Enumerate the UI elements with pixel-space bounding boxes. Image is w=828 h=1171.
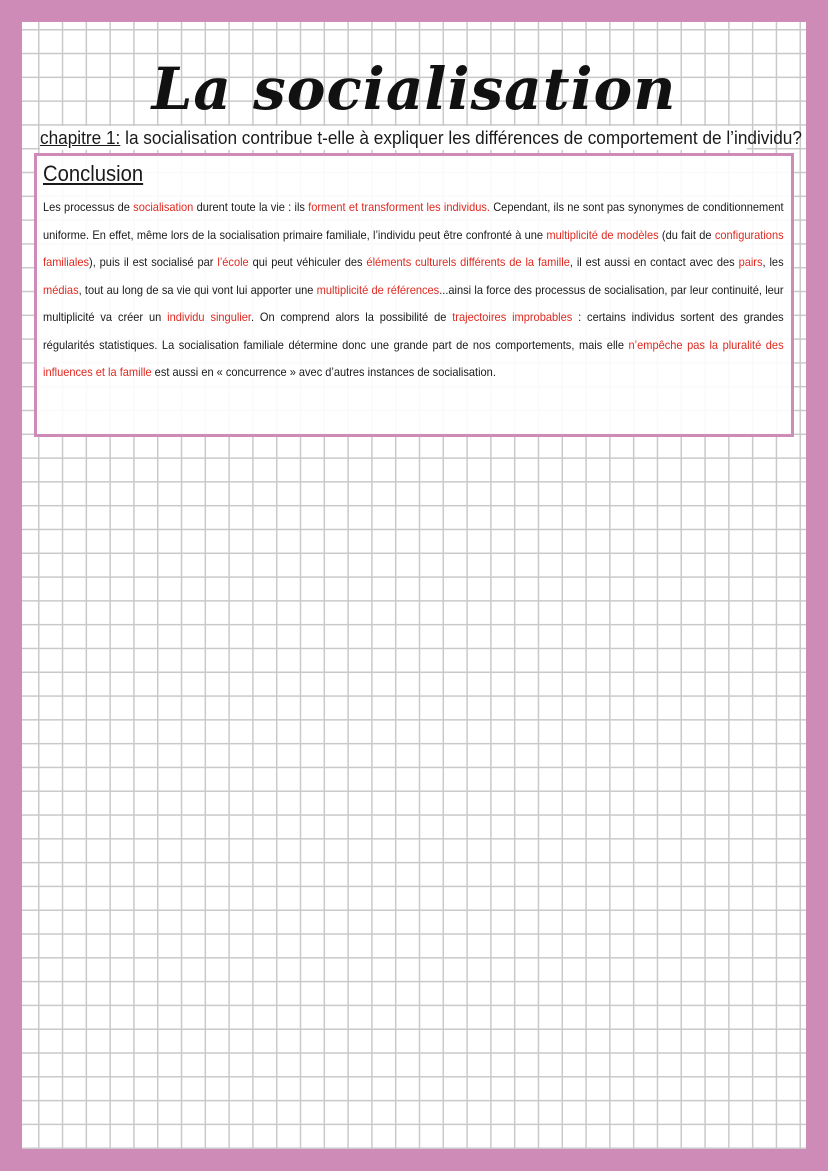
- highlighted-term: multiplicité de références: [316, 282, 440, 297]
- page-title: La socialisation: [151, 55, 677, 123]
- highlighted-term: configurations familiales: [43, 227, 784, 269]
- highlighted-term: médias: [43, 282, 79, 297]
- highlighted-term: individu singulier: [167, 310, 251, 324]
- conclusion-box: [34, 153, 794, 437]
- text-segment: Les processus de: [43, 200, 134, 214]
- chapter-question: la socialisation contribue t-elle à expliquer les différences de comportement de l’individu?: [120, 127, 802, 148]
- text-segment: , il est aussi en contact avec des: [569, 255, 739, 269]
- highlighted-term: l’école: [217, 255, 249, 269]
- chapter-label: chapitre 1:: [40, 127, 121, 148]
- highlighted-term: n’empêche pas la pluralité des influences et la famille: [43, 337, 784, 379]
- text-segment: est aussi en « concurrence » avec d’autres instances de socialisation.: [151, 365, 496, 379]
- conclusion-paragraph: [43, 194, 784, 387]
- highlighted-term: pairs: [738, 255, 763, 269]
- highlighted-term: socialisation: [133, 200, 194, 214]
- text-segment: durent toute la vie : ils: [193, 200, 309, 214]
- grid-paper-sheet: [22, 22, 806, 1149]
- highlighted-term: forment et transforment les individus.: [308, 200, 490, 214]
- text-segment: Cependant, ils ne sont pas synonymes de conditionnement uniforme. En effet, même lors de la socialisation primaire familiale, l’individu peut être confronté à une: [43, 200, 784, 242]
- text-segment: (du fait de: [658, 227, 715, 242]
- text-segment: ...ainsi la force des processus de socialisation, par leur continuité, leur multiplicité va créer un: [43, 282, 784, 324]
- text-segment: . On comprend alors la possibilité de: [250, 310, 453, 324]
- text-segment: : certains individus sortent des grandes régularités statistiques. La socialisation familiale détermine donc une grande part de nos comportements, mais elle: [43, 310, 784, 352]
- text-segment: , les: [762, 255, 784, 269]
- text-segment: ), puis il est socialisé par: [89, 255, 218, 269]
- text-segment: qui peut véhiculer des: [248, 255, 367, 269]
- highlighted-term: trajectoires improbables: [452, 310, 573, 324]
- conclusion-heading: Conclusion: [43, 161, 144, 186]
- highlighted-term: éléments culturels différents de la famille: [366, 255, 570, 269]
- text-segment: , tout au long de sa vie qui vont lui apporter une: [78, 282, 317, 297]
- chapter-subtitle: [40, 126, 802, 150]
- highlighted-term: multiplicité de modèles: [546, 227, 659, 242]
